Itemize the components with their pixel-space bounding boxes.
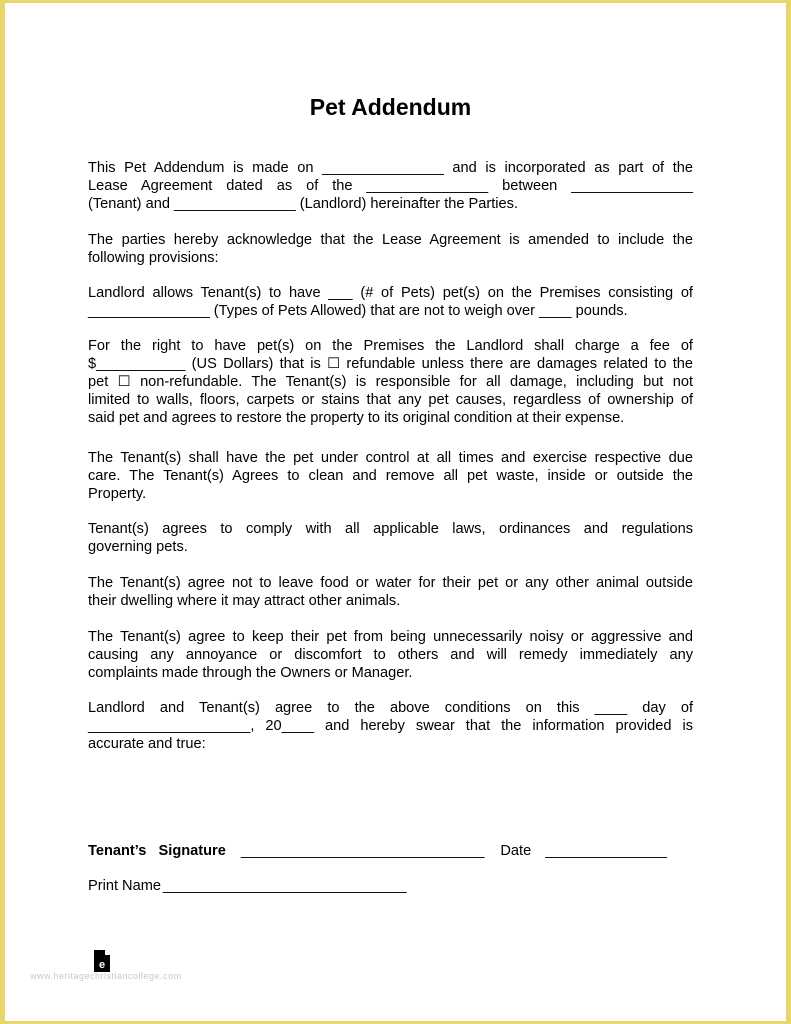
paragraph-line: limited to walls, floors, carpets or stains that any pet causes, regardless of ownership of — [88, 392, 693, 408]
paragraph-line: accurate and true: — [88, 736, 206, 752]
paragraph-line: causing any annoyance or discomfort to others and will remedy immediately any — [88, 647, 693, 663]
document-title: Pet Addendum — [309, 94, 472, 120]
date-line[interactable]: _______________ — [545, 843, 667, 859]
paragraph-line: ____________________, 20____ and hereby swear that the information provided is — [88, 718, 693, 734]
paragraph-line: governing pets. — [88, 539, 188, 555]
print-name-line[interactable]: ______________________________ — [163, 878, 407, 894]
print-name-row — [88, 878, 693, 894]
paragraph — [88, 159, 693, 213]
paragraph — [88, 231, 693, 267]
paragraph-line: Landlord and Tenant(s) agree to the above conditions on this ____ day of — [88, 700, 693, 716]
paragraph — [88, 337, 693, 427]
paragraph-line: Tenant(s) agrees to comply with all applicable laws, ordinances and regulations — [88, 521, 693, 537]
paragraph — [88, 520, 693, 556]
paragraph-line: care. The Tenant(s) Agrees to clean and remove all pet waste, inside or outside the — [88, 468, 693, 484]
date-label: Date — [500, 843, 532, 859]
paragraph-line: complaints made through the Owners or Manager. — [88, 665, 413, 681]
document-page — [5, 3, 786, 1021]
print-name-label: Print Name — [88, 878, 161, 894]
paragraph — [88, 699, 693, 753]
paragraph — [88, 628, 693, 682]
paragraph-line: (Tenant) and _______________ (Landlord) hereinafter the Parties. — [88, 196, 519, 212]
paragraph-line: The Tenant(s) shall have the pet under control at all times and exercise respective due — [88, 450, 693, 466]
paragraph — [88, 284, 693, 320]
signature-row — [88, 843, 693, 859]
paragraph-line: The Tenant(s) agree not to leave food or water for their pet or any other animal outside — [88, 575, 693, 591]
paragraph-line: their dwelling where it may attract other animals. — [88, 593, 401, 609]
paragraph-line: following provisions: — [88, 250, 219, 266]
paragraph-line: The Tenant(s) agree to keep their pet from being unnecessarily noisy or aggressive and — [88, 629, 693, 645]
paragraph — [88, 449, 693, 503]
paragraph-line: For the right to have pet(s) on the Premises the Landlord shall charge a fee of — [88, 338, 693, 354]
paragraph-line: said pet and agrees to restore the property to its original condition at their expense. — [88, 410, 625, 426]
paragraph — [88, 574, 693, 610]
paragraph-line: Lease Agreement dated as of the _______________ between _______________ — [88, 178, 693, 194]
paragraph-line: The parties hereby acknowledge that the Lease Agreement is amended to include the — [88, 232, 693, 248]
paragraph-line: $___________ (US Dollars) that is ☐ refundable unless there are damages related to the — [88, 356, 693, 372]
paragraph-line: Property. — [88, 486, 147, 502]
eforms-logo-icon — [92, 949, 112, 973]
paragraph-line: This Pet Addendum is made on _______________ and is incorporated as part of the — [88, 160, 693, 176]
svg-text:e: e — [98, 959, 106, 971]
signature-label: Tenant’s Signature — [88, 843, 226, 859]
paragraph-line: Landlord allows Tenant(s) to have ___ (# of Pets) pet(s) on the Premises consisting of — [88, 285, 693, 301]
signature-line[interactable]: ______________________________ — [240, 843, 485, 859]
watermark-text: www.heritagechristiancollege.com — [30, 971, 182, 981]
paragraph-line: pet ☐ non-refundable. The Tenant(s) is responsible for all damage, including but not — [88, 374, 693, 390]
paragraph-line: _______________ (Types of Pets Allowed) that are not to weigh over ____ pounds. — [88, 303, 628, 319]
